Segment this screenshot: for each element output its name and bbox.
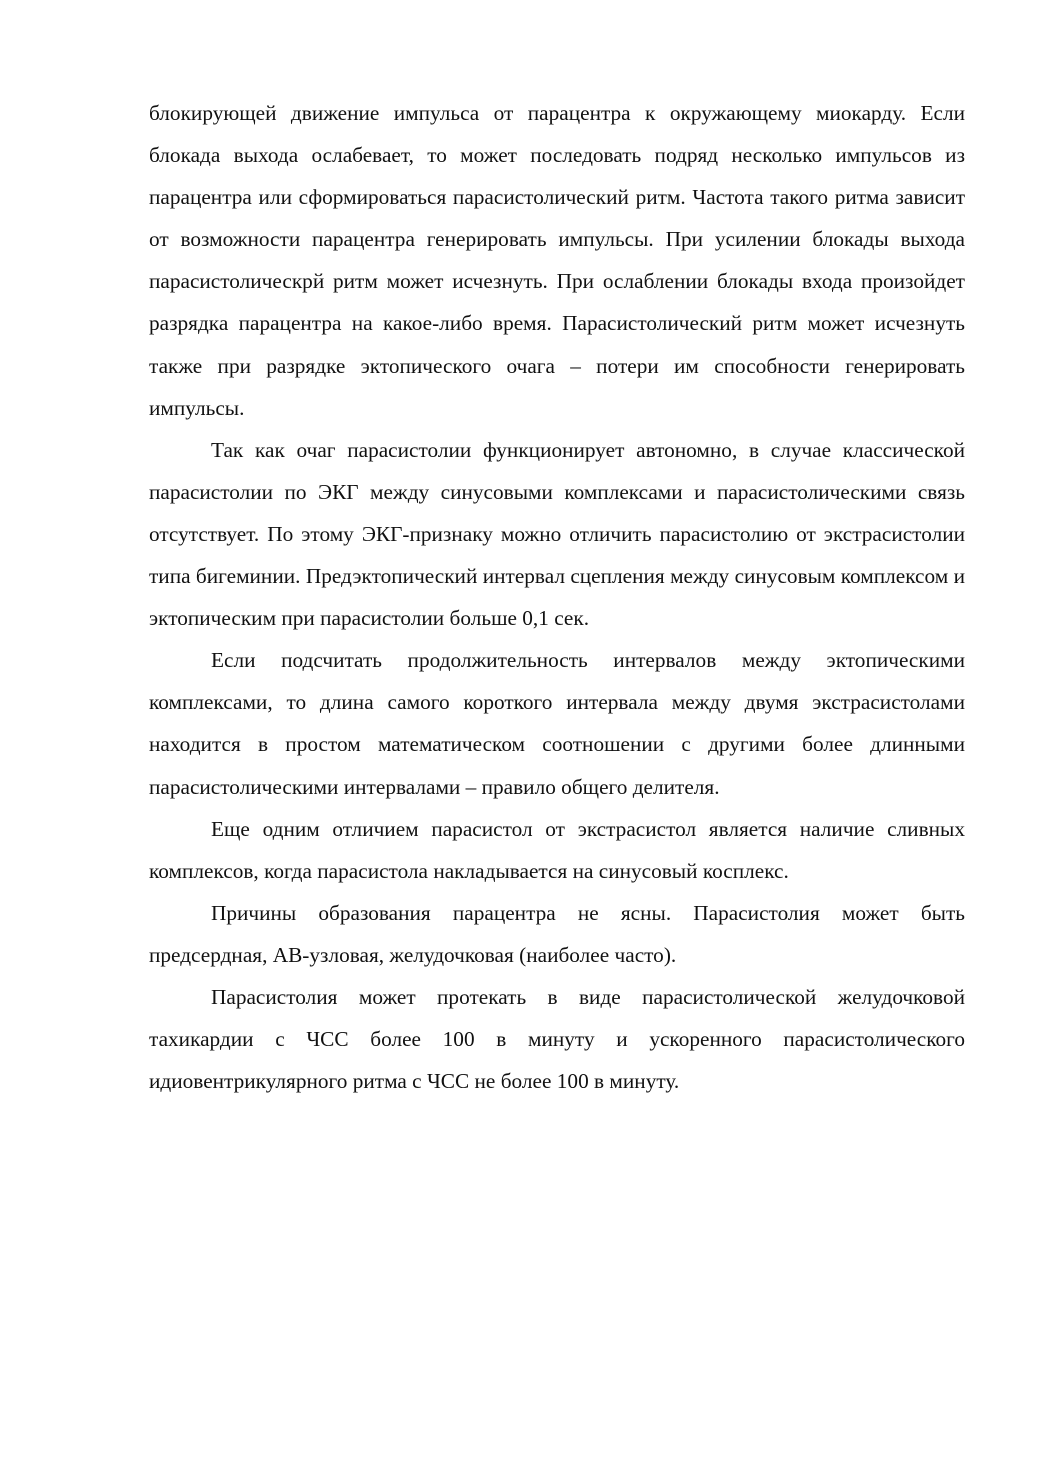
paragraph-5: Причины образования парацентра не ясны. Парасистолия может быть предсердная, АВ-узловая, желудочковая (наиболее часто). — [149, 900, 965, 967]
paragraph-2: Так как очаг парасистолии функционирует автономно, в случае классической парасистолии по ЭКГ между синусовыми комплексами и парасистолическими связь отсутствует. По этому ЭКГ-признаку можно отличить парасистолию от экстрасистолии типа бигеминии. Предэктопический интервал сцепления между синусовым комплексом и эктопическим при парасистолии больше 0,1 сек. — [149, 437, 965, 631]
paragraph-3: Если подсчитать продолжительность интервалов между эктопическими комплексами, то длина самого короткого интервала между двумя экстрасистолами находится в простом математическом соотношении с другими более длинными парасистолическими интервалами – правило общего делителя. — [149, 648, 965, 799]
paragraph-1: блокирующей движение импульса от парацентра к окружающему миокарду. Если блокада выхода ослабевает, то может последовать подряд несколько импульсов из парацентра или сформироваться парасистолический ритм. Частота такого ритма зависит от возможности парацентра генерировать импульсы. При усилении блокады выхода парасистолическрй ритм может исчезнуть. При ослаблении блокады входа произойдет разрядка парацентра на какое-либо время. Парасистолический ритм может исчезнуть также при разрядке эктопического очага – потери им способности генерировать импульсы. — [149, 101, 965, 420]
paragraph-4: Еще одним отличием парасистол от экстрасистол является наличие сливных комплексов, когда парасистола накладывается на синусовый косплекс. — [149, 816, 965, 883]
document-body — [149, 92, 965, 1102]
paragraph-6: Парасистолия может протекать в виде парасистолической желудочковой тахикардии с ЧСС более 100 в минуту и ускоренного парасистолического идиовентрикулярного ритма с ЧСС не более 100 в минуту. — [149, 984, 965, 1094]
